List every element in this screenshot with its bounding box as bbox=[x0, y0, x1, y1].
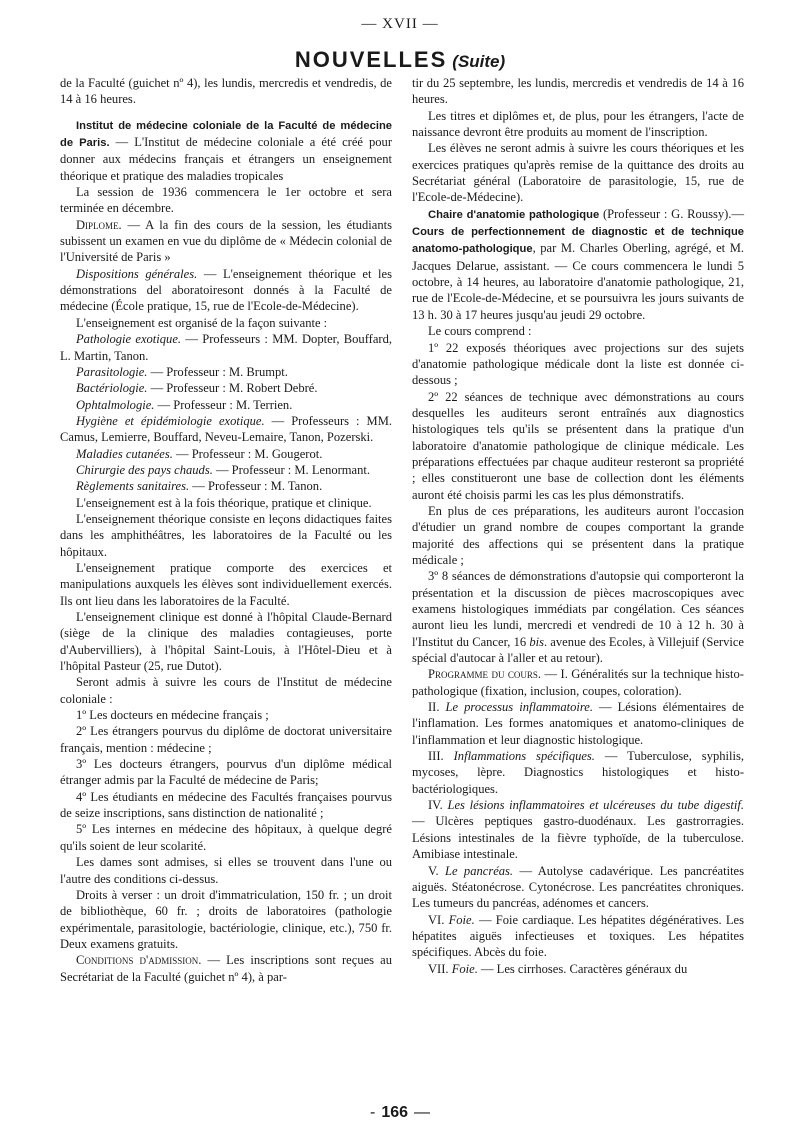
paragraph: Chaire d'anatomie pathologique (Professeur : G. Roussy).— Cours de perfectionnement de diagnostic et de technique anatomo-pathologique, par M. Charles Oberling, agrégé, et M. Jacques Delarue, assistant. — Ce cours commencera le lundi 5 octobre, à 14 heures, au laboratoire d'anatomie pathologique, 21, rue de l'Ecole-de-Médecine, et se poursuivra les jours suivants de 13 h. 30 à 17 heures jusqu'au jeudi 29 octobre. bbox=[412, 206, 744, 322]
paragraph: L'enseignement théorique consiste en leçons didactiques faites dans les amphithéâtres, les laboratoires de la Faculté ou les hôpitaux. bbox=[60, 511, 392, 559]
section-title: NOUVELLES bbox=[294, 47, 448, 72]
paragraph: Seront admis à suivre les cours de l'Institut de médecine coloniale : bbox=[60, 675, 392, 706]
paragraph: Les élèves ne seront admis à suivre les cours théoriques et les exercices pratiques qu'après remise de la quittance des droits au Secrétariat général (Laboratoire de parasitologie, 15, rue de l'Ecole-de-Médecine). bbox=[412, 141, 744, 205]
paragraph: La session de 1936 commencera le 1er octobre et sera terminée en décembre. bbox=[60, 185, 392, 216]
course-item: Maladies cutanées. — Professeur : M. Gougerot. bbox=[76, 446, 323, 461]
program-item: V. Le pancréas. — Autolyse cadavérique. Les pancréatites aiguës. Stéatonécrose. Cytonécrose. Les pancréatites chroniques. Les tumeurs du pancréas, adénomes et cancers. bbox=[412, 863, 745, 911]
course-item: Pathologie exotique. — Professeurs : MM. Dopter, Bouffard, L. Martin, Tanon. bbox=[60, 332, 392, 363]
paragraph: Conditions d'admission. — Les inscriptions sont reçues au Secrétariat de la Faculté (guichet nº 4), à par- bbox=[60, 953, 392, 984]
course-item: Règlements sanitaires. — Professeur : M. Tanon. bbox=[76, 479, 323, 494]
paragraph: Programme du cours. — I. Généralités sur la technique histo-pathologique (fixation, inclusion, coupes, coloration). bbox=[412, 667, 744, 698]
paragraph: de la Faculté (guichet nº 4), les lundis, mercredis et vendredis, de 14 à 16 heures. bbox=[60, 76, 392, 107]
paragraph: En plus de ces préparations, les auditeurs auront l'occasion d'étudier un grand nombre de coupes comportant la grande majorité des affections qui se présentent dans la pratique médicale ; bbox=[412, 503, 744, 567]
admission-item: 4º Les étudiants en médecine des Facultés françaises pourvus de seize inscriptions, sans distinction de nationalité ; bbox=[60, 789, 392, 821]
footer-dash-right: — bbox=[414, 1104, 431, 1121]
article-subtitle: Cours de perfectionnement de diagnostic et de technique anatomo-pathologique bbox=[412, 226, 744, 256]
paragraph: Les titres et diplômes et, de plus, pour les étrangers, l'acte de naissance devront être produits au moment de l'inscription. bbox=[412, 108, 744, 140]
right-column bbox=[412, 75, 744, 977]
course-item: Bactériologie. — Professeur : M. Robert Debré. bbox=[76, 381, 318, 396]
course-item: Chirurgie des pays chauds. — Professeur : M. Lenormant. bbox=[76, 462, 371, 477]
course-item: Ophtalmologie. — Professeur : M. Terrien. bbox=[76, 397, 293, 412]
program-item: II. Le processus inflammatoire. — Lésions élémentaires de l'inflamation. Les formes anatomiques et anatomo-cliniques de l'inflammation et leur diagnostic histologique. bbox=[412, 700, 744, 747]
course-item: Parasitologie. — Professeur : M. Brumpt. bbox=[76, 364, 288, 379]
paragraph: L'enseignement clinique est donné à l'hôpital Claude-Bernard (siège de la clinique des maladies contagieuses, porte d'Aubervilliers), à l'hôpital Saint-Louis, à l'Hôtel-Dieu et à l'hôpital Pasteur (25, rue Dutot). bbox=[60, 610, 392, 674]
paragraph: Diplome. — A la fin des cours de la session, les étudiants subissent un examen en vue du diplôme de « Médecin colonial de l'Université de Paris » bbox=[60, 217, 392, 265]
paragraph: 3º 8 séances de démonstrations d'autopsie qui comporteront la présentation et la discussion de pièces macroscopiques avec examens histologiques immédiats par congélation. Ces séances auront lieu les lundi, mercredi et vendredi de 10 à 12 h. 30 à l'Institut du Cancer, 16 bis. avenue des Ecoles, à Villejuif (Service spécial d'autocar à l'aller et au retour). bbox=[412, 569, 744, 666]
footer-dash-left: - bbox=[369, 1104, 376, 1121]
paragraph: L'enseignement pratique comporte des exercices et manipulations auxquels les élèves sont individuellement exercés. Ils ont lieu dans les laboratoires de la Faculté. bbox=[60, 560, 392, 608]
course-item: Hygiène et épidémiologie exotique. — Professeurs : MM. Camus, Lemierre, Bouffard, Neveu-Lemaire, Tanon, Pozerski. bbox=[60, 413, 393, 445]
article-title: Chaire d'anatomie pathologique bbox=[428, 208, 600, 221]
program-item: III. Inflammations spécifiques. — Tuberculose, syphilis, mycoses, lèpre. Diagnostics histologiques et histo-bactériologiques. bbox=[412, 749, 744, 796]
paragraph: Les dames sont admises, si elles se trouvent dans l'une ou l'autre des conditions ci-dessus. bbox=[60, 855, 392, 886]
article-title: Institut de médecine coloniale de la Faculté de médecine de Paris. bbox=[60, 119, 392, 150]
page-number: 166 bbox=[381, 1104, 409, 1121]
paragraph: Droits à verser : un droit d'immatriculation, 150 fr. ; un droit de bibliothèque, 60 fr. ; droits de laboratoires (pathologie expérimentale, parasitologie, bactériologie, clinique, etc.), 750 fr. Deux examens gratuits. bbox=[60, 887, 392, 951]
program-item: VI. Foie. — Foie cardiaque. Les hépatites dégénératives. Les hépatites aiguës infectieuses et toxiques. Les hépatites spécifiques. Abcès du foie. bbox=[412, 912, 745, 960]
paragraph: L'enseignement est organisé de la façon suivante : bbox=[76, 315, 328, 330]
paragraph: Institut de médecine coloniale de la Faculté de médecine de Paris. — L'Institut de médecine coloniale a été créé pour donner aux médecins français et étrangers un enseignement théorique et pratique des maladies tropicales bbox=[60, 119, 392, 183]
admission-item: 1º Les docteurs en médecine français ; bbox=[76, 708, 269, 723]
admission-item: 2º Les étrangers pourvus du diplôme de doctorat universitaire français, mention : médecine ; bbox=[60, 724, 392, 755]
section-suite: (Suite) bbox=[452, 52, 506, 71]
left-column bbox=[60, 75, 392, 985]
paragraph: 2º 22 séances de technique avec démonstrations au cours desquelles les auditeurs seront entraînés aux diagnostics histologiques tels qu'ils se présentent dans la pratique d'un laboratoire d'anatomie pathologique de clinique médicale. Les préparations effectuées par chaque auditeur resteront sa propriété ; elles constitueront une base de collection dont les éléments auront été choisis parmi les cas les plus démonstratifs. bbox=[412, 389, 744, 502]
program-item: VII. Foie. — Les cirrhoses. Caractères généraux du bbox=[428, 961, 688, 976]
section-heading bbox=[0, 47, 800, 73]
page-roman-numeral: — XVII — bbox=[361, 16, 439, 32]
paragraph: tir du 25 septembre, les lundis, mercredis et vendredis de 14 à 16 heures. bbox=[412, 76, 744, 107]
paragraph: 1º 22 exposés théoriques avec projections sur des sujets d'anatomie pathologique médicale dont la liste est donnée ci-dessous ; bbox=[412, 340, 744, 388]
program-item: IV. Les lésions inflammatoires et ulcéreuses du tube digestif. — Ulcères peptiques gastro-duodénaux. Les gastrorragies. Lésions intestinales de la fièvre typhoïde, de la tuberculose. Amibiase intestinale. bbox=[412, 798, 744, 862]
admission-item: 3º Les docteurs étrangers, pourvus d'un diplôme médical étranger admis par la Faculté de médecine de Paris; bbox=[60, 757, 392, 788]
paragraph: Le cours comprend : bbox=[428, 324, 532, 339]
admission-item: 5º Les internes en médecine des hôpitaux, à quelque degré qu'ils soient de leur scolarité. bbox=[60, 822, 392, 853]
paragraph: Dispositions générales. — L'enseignement théorique et les démonstrations del aboratoiresont donnés à la Faculté de médecine (École pratique, 15, rue de l'Ecole-de-Médecine). bbox=[60, 266, 392, 314]
page-footer bbox=[0, 1104, 800, 1122]
paragraph: L'enseignement est à la fois théorique, pratique et clinique. bbox=[76, 495, 372, 510]
